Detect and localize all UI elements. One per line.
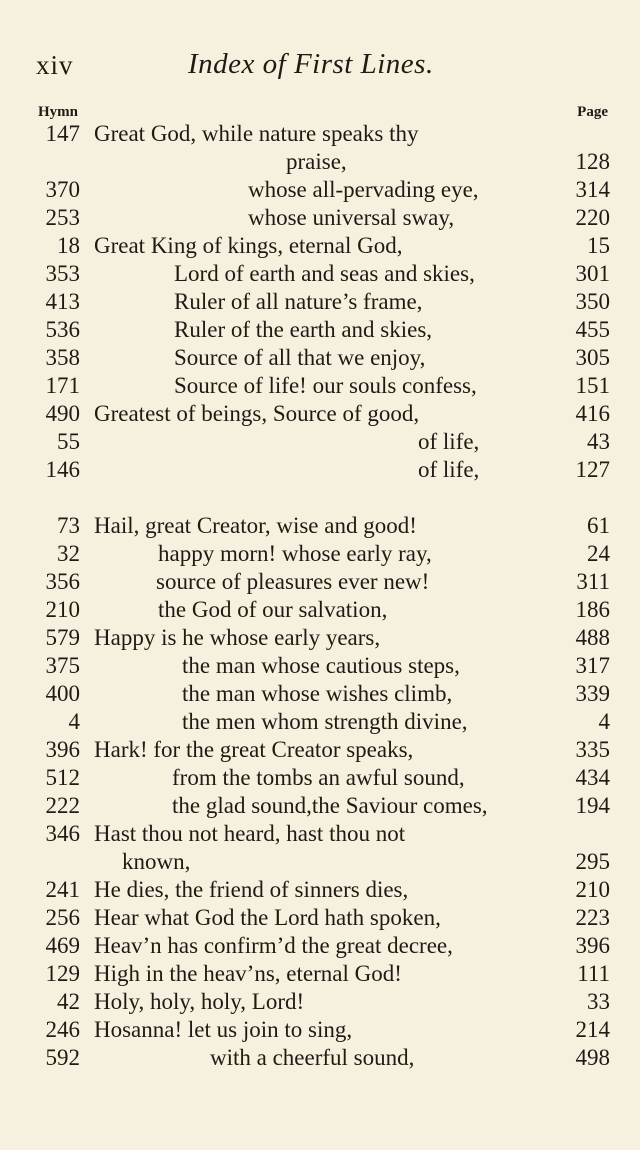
- page-reference: 43: [587, 429, 610, 454]
- page-reference: 151: [575, 373, 610, 398]
- page-reference: 4: [598, 709, 610, 734]
- index-entry: [0, 316, 640, 344]
- hymn-number: 73: [57, 513, 80, 538]
- first-line-text: the men whom strength divine,: [182, 709, 468, 734]
- page-reference: 127: [575, 457, 610, 482]
- hymn-number: 413: [45, 289, 80, 314]
- page-reference: 223: [575, 905, 610, 930]
- first-line-text: whose all-pervading eye,: [248, 177, 479, 202]
- first-line-text: of life,: [418, 429, 480, 454]
- index-entry: [0, 176, 640, 204]
- first-line-text: Ruler of the earth and skies,: [174, 317, 433, 342]
- page-reference: 335: [575, 737, 610, 762]
- hymn-number: 353: [45, 261, 80, 286]
- first-line-text: the man whose wishes climb,: [182, 681, 453, 706]
- index-entry: [0, 932, 640, 960]
- first-line-text: praise,: [286, 149, 347, 174]
- first-line-text: with a cheerful sound,: [210, 1045, 415, 1070]
- index-entry: [0, 372, 640, 400]
- page-reference: 314: [575, 177, 610, 202]
- index-entry: [0, 764, 640, 792]
- index-entry: [0, 428, 640, 456]
- hymn-number: 256: [45, 905, 80, 930]
- hymn-number: 55: [57, 429, 80, 454]
- first-line-text: Source of life! our souls confess,: [174, 373, 477, 398]
- hymn-number: 592: [45, 1045, 80, 1070]
- hymn-number: 129: [45, 961, 80, 986]
- index-entry: [0, 1016, 640, 1044]
- first-line-text: from the tombs an awful sound,: [172, 765, 465, 790]
- index-entry: [0, 344, 640, 372]
- hymn-number: 253: [45, 205, 80, 230]
- page-reference: 311: [576, 569, 610, 594]
- index-entry: [0, 512, 640, 540]
- index-entry: [0, 624, 640, 652]
- first-line-text: known,: [122, 849, 191, 874]
- index-entry: [0, 596, 640, 624]
- index-entry: [0, 204, 640, 232]
- first-line-text: Hail, great Creator, wise and good!: [94, 513, 417, 538]
- page-reference: 15: [587, 233, 610, 258]
- page-title: Index of First Lines.: [188, 48, 434, 80]
- first-line-text: whose universal sway,: [248, 205, 455, 230]
- first-line-text: Ruler of all nature’s frame,: [174, 289, 423, 314]
- page-reference: 350: [575, 289, 610, 314]
- page-reference: 295: [575, 849, 610, 874]
- index-entry: [0, 876, 640, 904]
- page-reference: 339: [575, 681, 610, 706]
- first-line-text: Happy is he whose early years,: [94, 625, 381, 650]
- index-entry: [0, 1044, 640, 1072]
- index-entry: [0, 652, 640, 680]
- hymn-number: 396: [45, 737, 80, 762]
- index-entry: [0, 148, 640, 176]
- page-reference: 24: [587, 541, 610, 566]
- first-line-text: happy morn! whose early ray,: [158, 541, 432, 566]
- first-line-text: Hosanna! let us join to sing,: [94, 1017, 353, 1042]
- hymn-number: 147: [45, 121, 80, 146]
- hymn-number: 490: [45, 401, 80, 426]
- hymn-number: 210: [45, 597, 80, 622]
- page-number: xiv: [36, 50, 74, 80]
- page-column-header: Page: [577, 104, 608, 120]
- index-entry: [0, 400, 640, 428]
- first-line-text: Lord of earth and seas and skies,: [174, 261, 475, 286]
- page-reference: 488: [575, 625, 610, 650]
- index-entry: [0, 792, 640, 820]
- page-reference: 210: [575, 877, 610, 902]
- page-reference: 214: [575, 1017, 610, 1042]
- hymn-number: 400: [45, 681, 80, 706]
- first-line-text: Holy, holy, holy, Lord!: [94, 989, 305, 1014]
- page-reference: 220: [575, 205, 610, 230]
- hymn-number: 171: [45, 373, 80, 398]
- first-line-text: source of pleasures ever new!: [156, 569, 430, 594]
- index-entry: [0, 232, 640, 260]
- page-reference: 33: [587, 989, 610, 1014]
- first-line-text: the glad sound,the Saviour comes,: [172, 793, 488, 818]
- first-line-text: Source of all that we enjoy,: [174, 345, 426, 370]
- page-reference: 61: [587, 513, 610, 538]
- page-reference: 434: [575, 765, 610, 790]
- first-line-text: Great God, while nature speaks thy: [94, 121, 419, 146]
- hymn-column-header: Hymn: [38, 104, 79, 120]
- index-entry: [0, 456, 640, 484]
- index-entry: [0, 260, 640, 288]
- hymn-number: 32: [57, 541, 80, 566]
- page-reference: 186: [575, 597, 610, 622]
- hymn-number: 579: [45, 625, 80, 650]
- index-entry: [0, 904, 640, 932]
- first-line-text: Heav’n has confirm’d the great decree,: [94, 933, 453, 958]
- hymn-number: 4: [68, 709, 80, 734]
- index-entry: [0, 848, 640, 876]
- hymn-number: 146: [45, 457, 80, 482]
- hymn-number: 356: [45, 569, 80, 594]
- page-reference: 128: [575, 149, 610, 174]
- first-line-text: Hear what God the Lord hath spoken,: [94, 905, 441, 930]
- hymn-number: 358: [45, 345, 80, 370]
- first-line-text: the man whose cautious steps,: [182, 653, 460, 678]
- first-line-text: High in the heav’ns, eternal God!: [94, 961, 402, 986]
- hymn-number: 370: [45, 177, 80, 202]
- page-reference: 194: [575, 793, 610, 818]
- index-entry: [0, 708, 640, 736]
- hymn-number: 536: [45, 317, 80, 342]
- page-reference: 396: [575, 933, 610, 958]
- first-line-text: of life,: [418, 457, 480, 482]
- index-entry: [0, 288, 640, 316]
- index-entry: [0, 820, 640, 848]
- page-reference: 455: [575, 317, 610, 342]
- first-line-text: Hark! for the great Creator speaks,: [94, 737, 414, 762]
- first-line-text: Greatest of beings, Source of good,: [94, 401, 420, 426]
- first-line-text: the God of our salvation,: [158, 597, 388, 622]
- page-reference: 301: [575, 261, 610, 286]
- index-entry: [0, 120, 640, 148]
- page-reference: 498: [575, 1045, 610, 1070]
- page-reference: 305: [575, 345, 610, 370]
- page-reference: 416: [575, 401, 610, 426]
- hymn-number: 246: [45, 1017, 80, 1042]
- index-entry: [0, 988, 640, 1016]
- hymn-number: 241: [45, 877, 80, 902]
- hymn-number: 42: [57, 989, 80, 1014]
- first-line-text: Hast thou not heard, hast thou not: [94, 821, 406, 846]
- page-reference: 111: [577, 961, 610, 986]
- hymn-number: 222: [45, 793, 80, 818]
- hymn-number: 18: [57, 233, 80, 258]
- index-entry: [0, 568, 640, 596]
- first-line-text: He dies, the friend of sinners dies,: [94, 877, 409, 902]
- index-entry: [0, 736, 640, 764]
- hymn-number: 346: [45, 821, 80, 846]
- index-entry: [0, 540, 640, 568]
- page-reference: 317: [575, 653, 610, 678]
- index-entry: [0, 680, 640, 708]
- hymn-number: 512: [45, 765, 80, 790]
- hymn-number: 375: [45, 653, 80, 678]
- first-line-text: Great King of kings, eternal God,: [94, 233, 403, 258]
- hymn-number: 469: [45, 933, 80, 958]
- index-entry: [0, 960, 640, 988]
